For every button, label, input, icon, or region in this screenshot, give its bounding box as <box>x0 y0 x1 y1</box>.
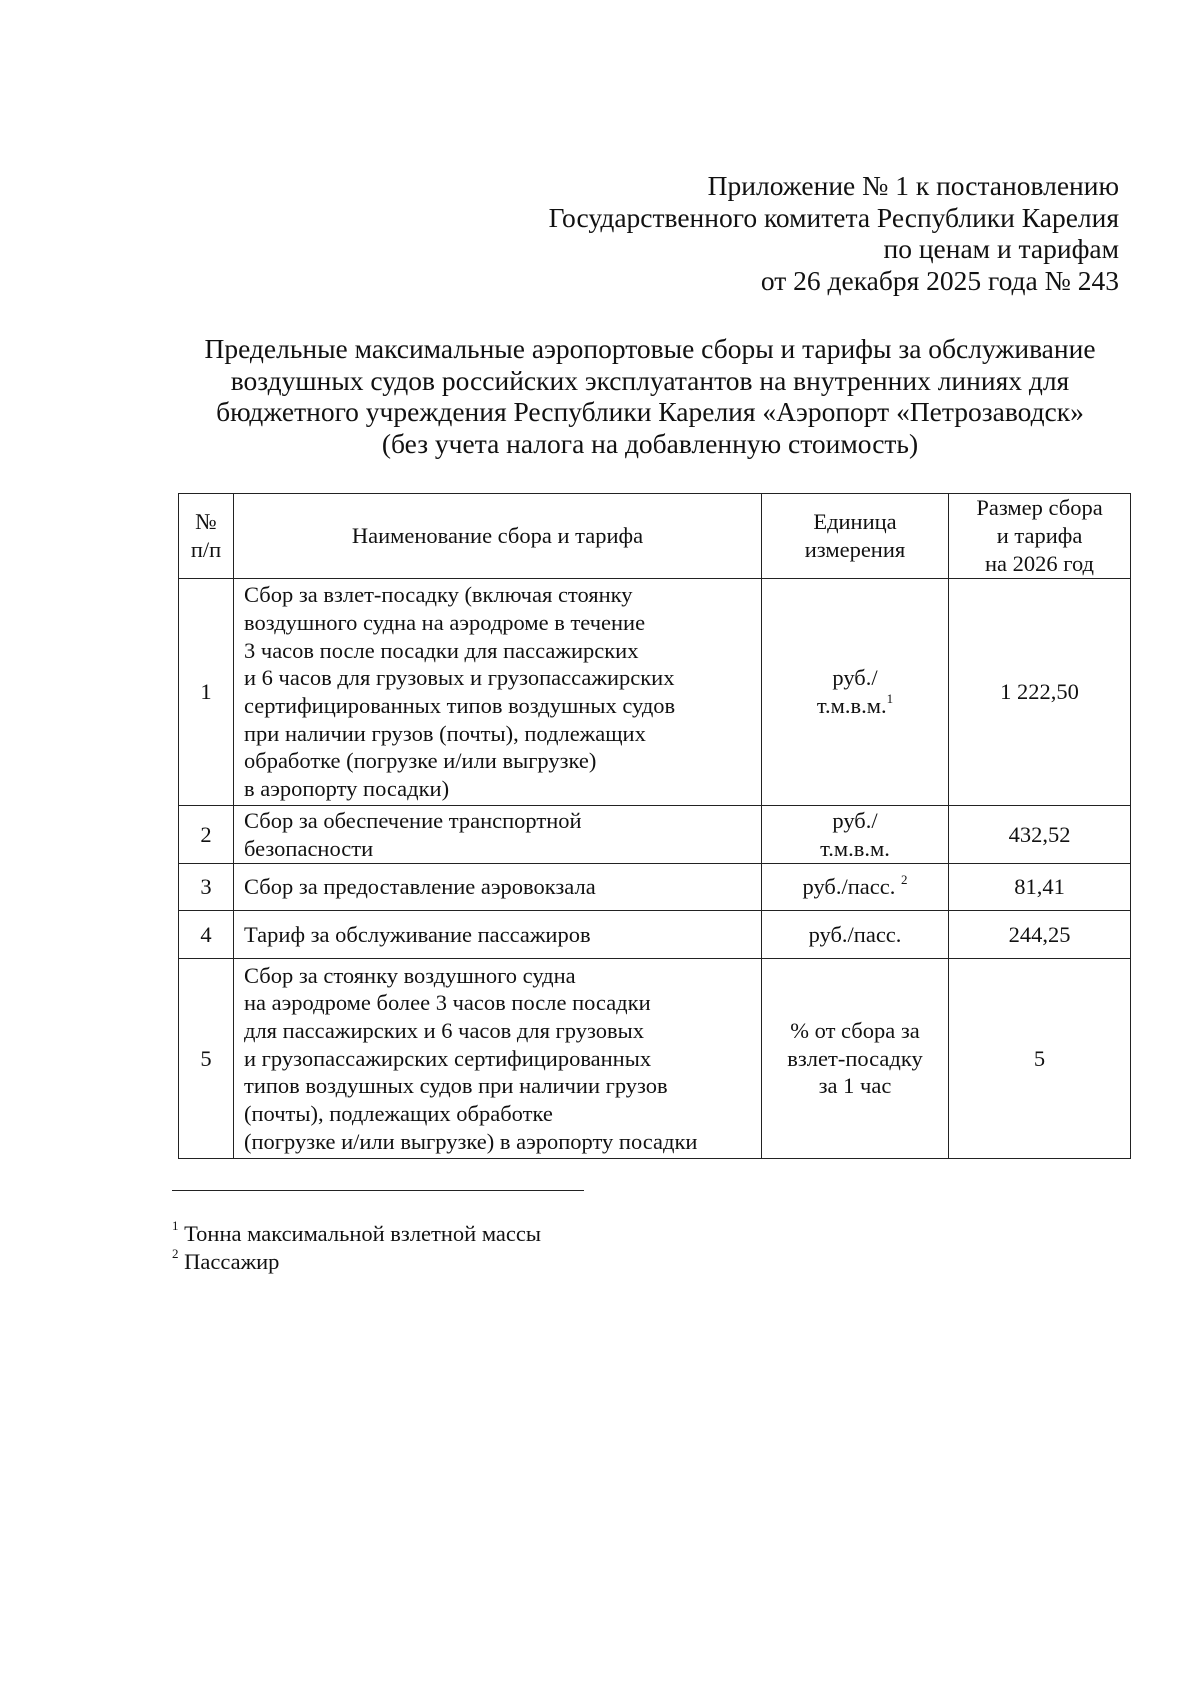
header-num-line: № <box>195 509 217 535</box>
row-unit-line: руб./пасс. <box>808 921 902 947</box>
row-name-line: и 6 часов для грузовых и грузопассажирских <box>244 665 675 691</box>
row-name-line: (погрузке и/или выгрузке) в аэропорту посадки <box>244 1128 698 1154</box>
row-unit-line: взлет-посадку <box>787 1045 923 1071</box>
header-num <box>179 494 234 579</box>
title-line: Предельные максимальные аэропортовые сборы и тарифы за обслуживание <box>204 333 1096 364</box>
row-name <box>234 911 762 959</box>
title-line: воздушных судов российских эксплуатантов на внутренних линиях для <box>230 364 1070 396</box>
row-name-line: типов воздушных судов при наличии грузов <box>244 1073 668 1099</box>
row-name-line: Сбор за взлет-посадку (включая стоянку <box>244 582 633 608</box>
header-unit-line: Единица <box>813 509 897 535</box>
footnote-text: Тонна максимальной взлетной массы <box>178 1221 541 1246</box>
row-unit-line: руб./ <box>832 807 878 833</box>
table-row <box>179 864 1131 911</box>
row-name-line: воздушного судна на аэродроме в течение <box>244 609 646 635</box>
row-name-line: сертифицированных типов воздушных судов <box>244 693 676 718</box>
row-value: 1 222,50 <box>949 579 1131 806</box>
footnote-ref-1: 1 <box>886 690 894 706</box>
row-num: 1 <box>179 579 234 806</box>
table-header-row <box>179 494 1131 579</box>
header-value-line: Размер сбора <box>976 495 1103 521</box>
appendix-line: по ценам и тарифам <box>883 233 1119 264</box>
table-row <box>179 959 1131 1159</box>
row-num: 4 <box>179 911 234 959</box>
appendix-line: Государственного комитета Республики Карелия <box>548 201 1119 233</box>
row-name-line: Сбор за обеспечение транспортной <box>244 807 582 833</box>
footnote-text: Пассажир <box>178 1249 280 1274</box>
row-name-line: на аэродроме более 3 часов после посадки <box>244 990 651 1016</box>
row-name-line: Сбор за предоставление аэровокзала <box>244 874 596 900</box>
row-name-line: 3 часов после посадки для пассажирских <box>244 637 639 663</box>
row-value: 5 <box>949 959 1131 1159</box>
row-unit <box>762 579 949 806</box>
row-name-line: безопасности <box>244 835 374 861</box>
header-unit <box>762 494 949 579</box>
table-row <box>179 579 1131 806</box>
footnotes <box>172 1217 541 1276</box>
row-value: 432,52 <box>949 806 1131 864</box>
footnote-mark: 1 <box>172 1217 179 1233</box>
row-unit-line: руб./ <box>832 665 878 691</box>
row-num: 2 <box>179 806 234 864</box>
footnote-item <box>172 1217 541 1248</box>
header-value-line: на 2026 год <box>985 550 1094 576</box>
header-num-line: п/п <box>190 537 222 562</box>
row-unit-line: % от сбора за <box>790 1017 920 1043</box>
row-unit-line: руб./пасс. <box>802 874 896 900</box>
row-name-line: обработке (погрузке и/или выгрузке) <box>244 748 597 774</box>
table-row <box>179 806 1131 864</box>
row-unit <box>762 806 949 864</box>
row-num: 5 <box>179 959 234 1159</box>
tariffs-table <box>178 493 1131 1159</box>
header-value-line: и тарифа <box>996 523 1083 549</box>
row-value: 81,41 <box>949 864 1131 911</box>
header-name: Наименование сбора и тарифа <box>234 494 762 579</box>
row-name-line: в аэропорту посадки) <box>244 776 450 802</box>
table-row <box>179 911 1131 959</box>
row-unit-line: за 1 час <box>818 1073 892 1099</box>
appendix-line: Приложение № 1 к постановлению <box>707 170 1119 201</box>
document-title <box>130 333 1170 459</box>
row-name <box>234 806 762 864</box>
row-unit-line: т.м.в.м. <box>816 693 887 718</box>
row-name-line: Сбор за стоянку воздушного судна <box>244 962 576 988</box>
footnote-item <box>172 1245 541 1276</box>
header-value <box>949 494 1131 579</box>
row-unit <box>762 911 949 959</box>
footnote-mark: 2 <box>172 1245 179 1261</box>
appendix-line: от 26 декабря 2025 года № 243 <box>760 264 1119 296</box>
title-line: бюджетного учреждения Республики Карелия «Аэропорт «Петрозаводск» <box>216 396 1084 427</box>
footnote-ref-2: 2 <box>900 871 908 887</box>
row-name <box>234 959 762 1159</box>
row-name-line: при наличии грузов (почты), подлежащих <box>244 720 646 746</box>
row-unit-line: т.м.в.м. <box>820 835 890 861</box>
row-name-line: Тариф за обслуживание пассажиров <box>244 921 591 947</box>
row-value: 244,25 <box>949 911 1131 959</box>
row-name <box>234 579 762 806</box>
header-unit-line: измерения <box>804 537 906 562</box>
appendix-reference <box>549 170 1119 296</box>
row-name <box>234 864 762 911</box>
footnote-separator <box>172 1190 584 1191</box>
row-name-line: (почты), подлежащих обработке <box>244 1101 553 1127</box>
row-name-line: для пассажирских и 6 часов для грузовых <box>244 1017 644 1043</box>
title-line: (без учета налога на добавленную стоимость) <box>381 427 919 459</box>
row-unit <box>762 864 949 911</box>
row-num: 3 <box>179 864 234 911</box>
row-name-line: и грузопассажирских сертифицированных <box>244 1045 652 1071</box>
row-unit <box>762 959 949 1159</box>
